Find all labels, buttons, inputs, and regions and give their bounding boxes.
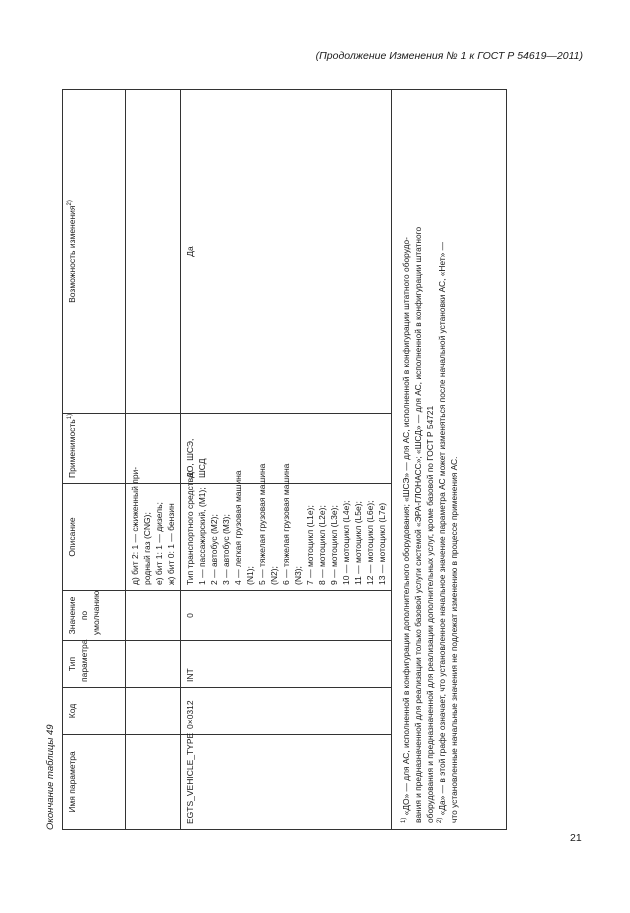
table-header-row (63, 90, 126, 830)
table-row (181, 90, 392, 830)
footnote-1: $^{1)}$ «ДО» — для АС, исполненной в конфигурации дополнительного оборудования; «ШСЭ» — для АС, исполненной в конфигурации штатного оборудо- вания и предназначенной для реализации только базовой услуги системой «ЭРА-ГЛОНАСС»; «ШСД» — для АС, исполненной в конфигурации штатного оборудования и предназначенной для реализации дополнительных услуг, кроме базовой по ГОСТ Р 54721 (401, 226, 435, 823)
header-modifiability: Возможность изменения$^{2)}$ (63, 90, 126, 414)
vehicle-type-modifiability: Да (181, 90, 392, 414)
rotated-table-block (45, 90, 585, 830)
vehicle-type-datatype: INT (181, 641, 392, 688)
page-number: 21 (570, 832, 582, 844)
vehicle-type-code: 0×0312 (181, 688, 392, 735)
footnote-2: $^{2)}$ «Да» — в этой графе означает, что установленное начальное значение параметра АС может изменяться после начальной установки АС, «Нет» — что установленные начальные значения не подлежат изменению в процессе применения АС. (437, 241, 459, 823)
header-code: Код (63, 688, 126, 735)
header-type: Тип параметра (63, 641, 126, 688)
header-description: Описание (63, 484, 126, 591)
vehicle-type-description: Тип транспортного средства: 1 — пассажирский, (M1); 2 — автобус (M2); 3 — автобус (M3); 4 — легкая грузовая машина (N1); 5 — тяжелая грузовая машина (N2); 6 — тяжелая грузовая машина (N3); 7 — мотоцикл (L1e); 8 — мотоцикл (L2e); 9 — мотоцикл (L3e); 10 — мотоцикл (L4e); 11 — мотоцикл (L5e); 12 — мотоцикл (L6e); 13 — мотоцикл (L7e) (181, 484, 392, 591)
fuel-description: д) бит 2: 1 — сжиженный при- родный газ (CNG); е) бит 1: 1 — дизель; ж) бит 0: 1 — бензин (126, 484, 181, 591)
header-name: Имя параметра (63, 735, 126, 830)
header-applicability: Применимость$^{1)}$ (63, 414, 126, 484)
vehicle-type-default: 0 (181, 591, 392, 641)
footnotes (392, 90, 507, 830)
footnote-ref-2: 2) (67, 200, 74, 206)
footnotes-row (392, 90, 507, 830)
table-caption: Окончание таблицы 49 (45, 724, 56, 830)
parameters-table (62, 89, 507, 830)
vehicle-type-name: EGTS_VEHICLE_TYPE (181, 735, 392, 830)
header-default: Значение по умолчанию (63, 591, 126, 641)
page-header: (Продолжение Изменения № 1 к ГОСТ Р 54619—2011) (315, 50, 583, 62)
footnote-ref-1: 1) (67, 413, 74, 420)
vehicle-type-applicability: ДО, ШСЭ, ШСД (181, 414, 392, 484)
table-row (126, 90, 181, 830)
